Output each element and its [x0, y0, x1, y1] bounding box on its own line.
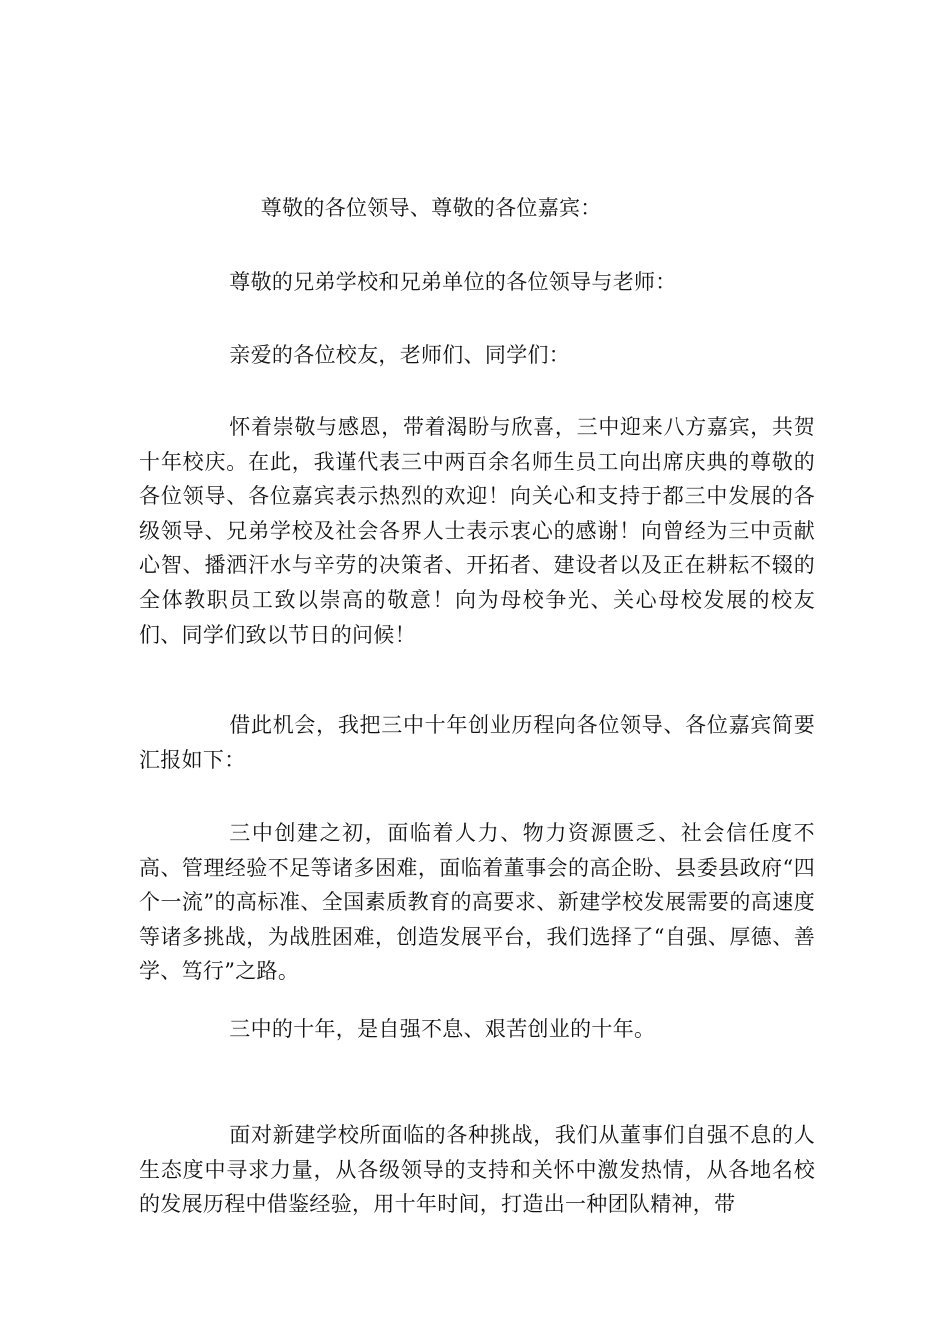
paragraph-ten-years-self-improvement: 三中的十年，是自强不息、艰苦创业的十年。	[229, 1017, 656, 1041]
paragraph-facing-challenges: 面对新建学校所面临的各种挑战，我们从董事们自强不息的人生态度中寻求力量，从各级领导的支持和关怀中激发热情，从各地名校的发展历程中借鉴经验，用十年时间，打造出一种团队精神，带	[139, 1123, 815, 1217]
paragraph-welcome-thanks: 怀着崇敬与感恩，带着渴盼与欣喜，三中迎来八方嘉宾，共贺十年校庆。在此，我谨代表三中两百余名师生员工向出席庆典的尊敬的各位领导、各位嘉宾表示热烈的欢迎！向关心和支持于都三中发展的各级领导、兄弟学校及社会各界人士表示衷心的感谢！向曾经为三中贡献心智、播洒汗水与辛劳的决策者、开拓者、建设者以及正在耕耘不辍的全体教职员工致以崇高的敬意！向为母校争光、关心母校发展的校友们、同学们致以节日的问候！	[139, 415, 815, 647]
salutation-brother-schools: 尊敬的兄弟学校和兄弟单位的各位领导与老师：	[229, 270, 677, 294]
paragraph-founding-challenges: 三中创建之初，面临着人力、物力资源匮乏、社会信任度不高、管理经验不足等诸多困难，面临着董事会的高企盼、县委县政府“四个一流”的高标准、全国素质教育的高要求、新建学校发展需要的高速度等诸多挑战，为战胜困难，创造发展平台，我们选择了“自强、厚德、善学、笃行”之路。	[139, 821, 815, 984]
salutation-alumni-teachers-students: 亲爱的各位校友，老师们、同学们：	[229, 343, 571, 367]
paragraph-report-intro: 借此机会，我把三中十年创业历程向各位领导、各位嘉宾简要汇报如下：	[139, 713, 815, 772]
salutation-leaders-guests: 尊敬的各位领导、尊敬的各位嘉宾：	[260, 196, 602, 220]
